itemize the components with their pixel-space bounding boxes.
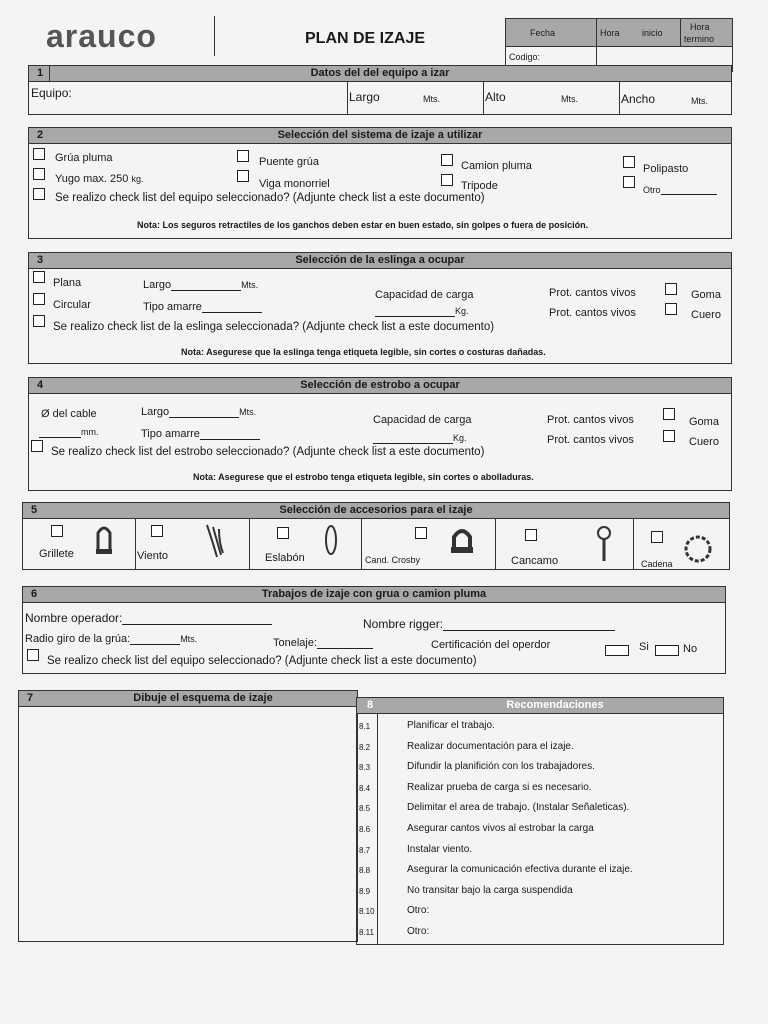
rigger-field bbox=[363, 617, 615, 631]
otro-checkbox[interactable] bbox=[623, 176, 635, 188]
cuero-label: Cuero bbox=[691, 309, 721, 321]
prot-label-1: Prot. cantos vivos bbox=[547, 414, 634, 426]
section-title: Selección de estrobo a ocupar bbox=[300, 379, 460, 391]
radio-line[interactable] bbox=[130, 644, 180, 645]
viento-label: Viento bbox=[137, 550, 168, 562]
section-5-header bbox=[22, 502, 730, 519]
largo-field bbox=[143, 279, 258, 291]
section-4-header bbox=[28, 377, 732, 394]
polipasto-checkbox[interactable] bbox=[623, 156, 635, 168]
circular-checkbox[interactable] bbox=[33, 293, 45, 305]
check-list-text: Se realizo check list del estrobo seleccionado? (Adjunte check list a este documento) bbox=[51, 446, 485, 458]
fecha-label: Fecha bbox=[530, 28, 556, 38]
section-1 bbox=[28, 65, 732, 115]
header-table bbox=[505, 18, 733, 72]
section-2-header bbox=[28, 127, 732, 144]
equipo-label: Equipo: bbox=[31, 86, 72, 100]
recommendation-text: Realizar documentación para el izaje. bbox=[407, 740, 574, 752]
goma-checkbox[interactable] bbox=[663, 408, 675, 420]
cancamo-icon bbox=[595, 525, 613, 563]
recommendation-number: 8.2 bbox=[359, 742, 371, 752]
puente-checkbox[interactable] bbox=[237, 150, 249, 162]
cancamo-checkbox[interactable] bbox=[525, 529, 537, 541]
operador-label: Nombre operador: bbox=[25, 611, 123, 625]
nota-text: Nota: Los seguros retractiles de los ganchos deben estar en buen estado, sin golpes o fuera de posición. bbox=[137, 220, 589, 230]
section-3 bbox=[28, 252, 732, 364]
yugo-text: Yugo max. 250 bbox=[55, 173, 129, 185]
check-list-checkbox[interactable] bbox=[31, 440, 43, 452]
tonelaje-label: Tonelaje: bbox=[273, 637, 318, 649]
no-label: No bbox=[683, 643, 698, 655]
viento-icon bbox=[203, 523, 227, 559]
tonelaje-line[interactable] bbox=[317, 648, 373, 649]
crosby-label: Cand. Crosby bbox=[365, 555, 421, 565]
recommendation-number: 8.3 bbox=[359, 763, 371, 773]
diam-label: Ø del cable bbox=[41, 408, 97, 420]
operador-field bbox=[25, 611, 272, 625]
largo-line[interactable] bbox=[169, 417, 239, 418]
eslabon-label: Eslabón bbox=[265, 552, 305, 564]
section-number: 6 bbox=[31, 588, 38, 600]
section-title: Selección de la eslinga a ocupar bbox=[295, 254, 465, 266]
goma-label: Goma bbox=[689, 416, 719, 428]
section-title: Selección de accesorios para el izaje bbox=[279, 504, 473, 516]
section-6 bbox=[22, 586, 726, 674]
nota-text: Nota: Asegurese que la eslinga tenga etiqueta legible, sin cortes o costuras dañadas. bbox=[181, 347, 546, 357]
puente-label: Puente grúa bbox=[259, 156, 319, 168]
check-list-text: Se realizo check list del equipo seleccionado? (Adjunte check list a este documento) bbox=[55, 192, 485, 204]
recommendation-number: 8.5 bbox=[359, 804, 371, 814]
viento-checkbox[interactable] bbox=[151, 525, 163, 537]
nota-text: Nota: Asegurese que el estrobo tenga etiqueta legible, sin cortes o abolladuras. bbox=[193, 472, 534, 482]
prot-label-1: Prot. cantos vivos bbox=[549, 287, 636, 299]
check-list-text: Se realizo check list de la eslinga seleccionada? (Adjunte check list a este documento) bbox=[53, 321, 495, 333]
tipo-amarre-label: Tipo amarre bbox=[143, 301, 202, 313]
check-list-text: Se realizo check list del equipo seleccionado? (Adjunte check list a este documento) bbox=[47, 655, 477, 667]
inicio-label: inicio bbox=[642, 28, 663, 38]
section-number: 3 bbox=[37, 254, 44, 266]
no-box[interactable] bbox=[655, 645, 679, 656]
camion-label: Camion pluma bbox=[461, 160, 532, 172]
recommendation-number: 8.7 bbox=[359, 845, 371, 855]
tipo-amarre-label: Tipo amarre bbox=[141, 428, 200, 440]
capacidad-label: Capacidad de carga bbox=[375, 289, 474, 301]
tipo-amarre-line[interactable] bbox=[202, 312, 262, 313]
section-title: Selección del sistema de izaje a utilizar bbox=[277, 129, 483, 141]
plana-label: Plana bbox=[53, 277, 82, 289]
tipo-amarre-line[interactable] bbox=[200, 439, 260, 440]
cert-label: Certificación del operdor bbox=[431, 639, 551, 651]
otro-text: Otro bbox=[643, 185, 661, 195]
section-number: 1 bbox=[37, 67, 44, 79]
radio-unit: Mts. bbox=[180, 634, 198, 644]
capacidad-field bbox=[375, 305, 469, 317]
recommendation-number: 8.11 bbox=[359, 928, 374, 937]
section-number: 4 bbox=[37, 379, 44, 391]
recommendation-text: Otro: bbox=[407, 905, 430, 917]
cancamo-label: Cancamo bbox=[511, 555, 559, 567]
section-7 bbox=[18, 690, 358, 942]
prot-label-2: Prot. cantos vivos bbox=[549, 307, 636, 319]
page-title: PLAN DE IZAJE bbox=[305, 30, 426, 47]
tipo-amarre-field bbox=[143, 301, 262, 313]
viga-checkbox[interactable] bbox=[237, 170, 249, 182]
largo-unit: Mts. bbox=[423, 94, 440, 104]
si-label: Si bbox=[639, 641, 649, 653]
capacidad-line[interactable] bbox=[375, 316, 455, 317]
yugo-label bbox=[55, 173, 143, 185]
operador-line[interactable] bbox=[122, 624, 272, 625]
recommendation-number: 8.1 bbox=[359, 722, 371, 731]
tonelaje-field bbox=[273, 637, 373, 649]
rigger-label: Nombre rigger: bbox=[363, 617, 444, 631]
largo-label: Largo bbox=[143, 279, 172, 291]
section-7-header bbox=[18, 690, 358, 707]
largo-unit: Mts. bbox=[241, 280, 259, 290]
recommendation-number: 8.4 bbox=[359, 783, 371, 793]
alto-label: Alto bbox=[485, 90, 506, 104]
prot-label-2: Prot. cantos vivos bbox=[547, 434, 634, 446]
recommendation-text: Instalar viento. bbox=[407, 843, 473, 855]
cadena-label: Cadena bbox=[641, 559, 673, 569]
capacidad-label: Capacidad de carga bbox=[373, 414, 472, 426]
section-number: 5 bbox=[31, 504, 38, 516]
largo-unit: Mts. bbox=[239, 407, 257, 417]
recommendation-text: Otro: bbox=[407, 926, 430, 937]
radio-label: Radio giro de la grúa: bbox=[25, 633, 131, 645]
circular-label: Circular bbox=[53, 299, 91, 311]
goma-label: Goma bbox=[691, 289, 721, 301]
section-title: Datos del del equipo a izar bbox=[310, 67, 450, 79]
crosby-checkbox[interactable] bbox=[415, 527, 427, 539]
cadena-checkbox[interactable] bbox=[651, 531, 663, 543]
ancho-label: Ancho bbox=[621, 92, 656, 106]
section-3-header bbox=[28, 252, 732, 269]
termino-label: termino bbox=[684, 34, 715, 44]
section-number: 2 bbox=[37, 129, 44, 141]
grua-checkbox[interactable] bbox=[33, 148, 45, 160]
recommendation-text: Realizar prueba de carga si es necesario. bbox=[407, 781, 592, 793]
arauco-logo: arauco bbox=[46, 18, 157, 54]
mm-field bbox=[39, 426, 99, 438]
cuero-checkbox[interactable] bbox=[663, 430, 675, 442]
drawing-area[interactable] bbox=[21, 709, 353, 937]
recommendation-number: 8.8 bbox=[359, 866, 371, 876]
recommendation-text: No transitar bajo la carga suspendida bbox=[407, 884, 573, 896]
grillete-icon bbox=[93, 523, 115, 557]
largo-field bbox=[141, 406, 256, 418]
otro-line[interactable] bbox=[661, 194, 717, 195]
check-list-checkbox[interactable] bbox=[27, 649, 39, 661]
ancho-unit: Mts. bbox=[691, 96, 708, 106]
section-title: Recomendaciones bbox=[506, 699, 604, 711]
recommendation-text: Delimitar el area de trabajo. (Instalar Señaleticas). bbox=[407, 802, 630, 814]
recommendation-number: 8.10 bbox=[359, 907, 375, 917]
radio-field bbox=[25, 633, 197, 645]
section-number: 7 bbox=[27, 692, 34, 704]
section-number: 8 bbox=[367, 699, 374, 711]
recommendation-text: Asegurar la comunicación efectiva durante el izaje. bbox=[407, 864, 633, 876]
recommendation-text: Difundir la planifición con los trabajadores. bbox=[407, 761, 595, 773]
capacidad-line[interactable] bbox=[373, 443, 453, 444]
viga-label: Viga monorriel bbox=[259, 178, 330, 190]
grillete-label: Grillete bbox=[39, 548, 74, 560]
grillete-checkbox[interactable] bbox=[51, 525, 63, 537]
largo-line[interactable] bbox=[171, 290, 241, 291]
yugo-unit: kg. bbox=[131, 174, 144, 184]
cadena-icon bbox=[683, 533, 713, 565]
tripode-checkbox[interactable] bbox=[441, 174, 453, 186]
codigo-label: Codigo: bbox=[509, 52, 541, 62]
section-1-header bbox=[28, 65, 732, 82]
tripode-label: Tripode bbox=[461, 180, 498, 192]
mm-line[interactable] bbox=[39, 437, 81, 438]
cuero-label: Cuero bbox=[689, 436, 719, 448]
check-list-checkbox[interactable] bbox=[33, 188, 45, 200]
crosby-icon bbox=[449, 525, 475, 557]
eslabon-icon bbox=[321, 523, 341, 559]
polipasto-label: Polipasto bbox=[643, 163, 689, 175]
otro-label bbox=[643, 185, 717, 195]
alto-unit: Mts. bbox=[561, 94, 578, 104]
mm-unit: mm. bbox=[81, 427, 99, 437]
rigger-line[interactable] bbox=[443, 630, 615, 631]
hora-inicio-label: Hora bbox=[600, 28, 620, 38]
section-8 bbox=[356, 697, 724, 945]
eslabon-checkbox[interactable] bbox=[277, 527, 289, 539]
tipo-amarre-field bbox=[141, 428, 260, 440]
capacidad-unit: Kg. bbox=[455, 306, 469, 316]
section-5 bbox=[22, 502, 730, 570]
recommendation-text: Asegurar cantos vivos al estrobar la carga bbox=[407, 823, 594, 834]
camion-checkbox[interactable] bbox=[441, 154, 453, 166]
recommendation-number: 8.6 bbox=[359, 825, 371, 834]
hora-termino-label: Hora bbox=[690, 22, 710, 32]
cuero-checkbox[interactable] bbox=[665, 303, 677, 315]
section-title: Dibuje el esquema de izaje bbox=[133, 692, 273, 704]
section-6-header bbox=[22, 586, 726, 603]
yugo-checkbox[interactable] bbox=[33, 168, 45, 180]
plana-checkbox[interactable] bbox=[33, 271, 45, 283]
capacidad-field bbox=[373, 432, 467, 444]
goma-checkbox[interactable] bbox=[665, 283, 677, 295]
section-title: Trabajos de izaje con grua o camion pluma bbox=[261, 588, 487, 600]
largo-label: Largo bbox=[349, 90, 380, 104]
section-4 bbox=[28, 377, 732, 491]
capacidad-unit: Kg. bbox=[453, 433, 467, 443]
si-box[interactable] bbox=[605, 645, 629, 656]
recommendation-text: Planificar el trabajo. bbox=[407, 720, 495, 731]
largo-label: Largo bbox=[141, 406, 170, 418]
check-list-checkbox[interactable] bbox=[33, 315, 45, 327]
section-2 bbox=[28, 127, 732, 239]
section-8-header bbox=[356, 697, 724, 714]
recommendation-number: 8.9 bbox=[359, 886, 371, 896]
grua-label: Grúa pluma bbox=[55, 152, 113, 164]
